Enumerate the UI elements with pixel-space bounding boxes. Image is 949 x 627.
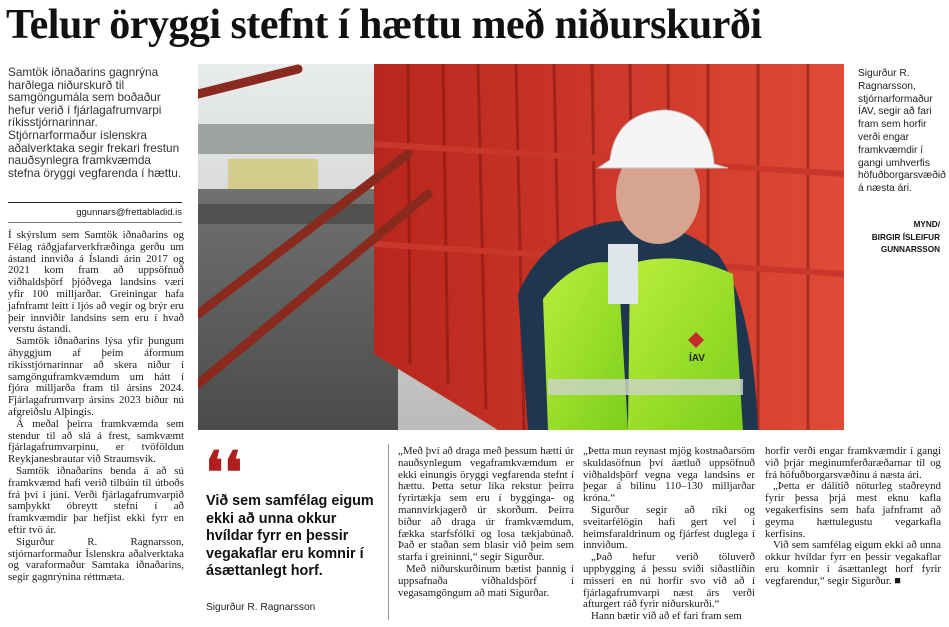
paragraph: „Með því að draga með þessum hætti úr nauðsynlegum vegaframkvæmdum er ekki einungis öryggi vegfarenda stefnt í hættu. Þetta setur líka rekstur þeirra fyrirtækja sem eru í bygginga- og mannvirkjagerð úr skorðum. Þeirra bíður að draga úr framkvæmdum, fækka starfsfólki og losa tækjabúnað. Það er staðan sem blasir við þeim sem starfa í greininni,“ segir Sigurður. bbox=[398, 445, 574, 564]
article-lead: Samtök iðnaðarins gagnrýna harðlega niðurskurð til samgöngumála sem boðaður hefur verið í fjárlagafrumvarpi ríkisstjórnarinnar. Stjórnarformaður íslenskra aðalverktaka segir frekari frestun nauðsynlegra framkvæmda stefna öryggi vegfarenda í hættu. bbox=[8, 65, 182, 180]
paragraph: Á meðal þeirra framkvæmda sem stendur til að slá á frest, samkvæmt fjárlagafrumvarpinu, er tvöföldun Reykjanesbrautar við Straumsvík. bbox=[8, 417, 184, 466]
paragraph: Við sem samfélag eigum ekki að unna okkur hvíldar fyrr en þessir vegakaflar eru komnir í ásættanlegt horf fyrir vegfarendur,“ segir Sigurður. ■ bbox=[765, 539, 941, 587]
paragraph: Sigurður segir að ríki og sveitarfélögin hafi gert vel í heimsfaraldrinum og fjárfest duglega í innviðum. bbox=[583, 503, 755, 552]
lead-divider bbox=[8, 202, 182, 203]
paragraph: „Þetta er dálítið nöturleg staðreynd fyrir þessa þrjá mest eknu kafla vegakerfisins sem hafa jafnframt að geyma hættulegustu vegarkafla kerfisins. bbox=[765, 480, 941, 540]
body-column-5 bbox=[765, 446, 941, 588]
paragraph: „Það hefur verið töluverð uppbygging á þessu sviði síðastliðin misseri en nú horfir svo við að í fjárlagafrumvarpi næst árs verði afturgert ráð fyrir niðurskurði.“ bbox=[583, 551, 755, 611]
column-divider bbox=[388, 444, 389, 620]
paragraph: Samtök iðnaðarins lýsa yfir þungum áhyggjum af þeim áformum ríkisstjórnarinnar að skera niður í samgönguframkvæmdum um hátt í fjóra milljarða fram til ársins 2024. Fjárlagafrumvarp ársins 2023 bíður nú afgreiðslu Alþingis. bbox=[8, 335, 184, 418]
paragraph: Samtök iðnaðarins benda á að sú framkvæmd hafi verið tilbúin til útboðs frá því í júní. Verði fjárlagafrumvarpið samþykkt óbreytt stefni í að framkvæmdir þar hefjist ekki fyrr en eftir tvö ár. bbox=[8, 464, 184, 536]
paragraph: Hann bætir við að ef fari fram sem bbox=[591, 610, 742, 623]
photo-caption: Sigurður R. Ragnarsson, stjórnarformaður ÍAV, segir að fari fram sem horfir verði engar framkvæmdir í gangi umhverfis höfuðborgarsvæðið á næsta ári. bbox=[858, 68, 946, 195]
article-photo bbox=[198, 64, 844, 430]
headline: Telur öryggi stefnt í hættu með niðurskurði bbox=[6, 2, 762, 48]
paragraph: Með niðurskurðinum bætist þannig í uppsafnaða viðhaldsþörf í vegasamgöngum að mati Sigurðar. bbox=[398, 562, 574, 599]
body-column-3 bbox=[398, 446, 574, 599]
pull-quote-author: Sigurður R. Ragnarsson bbox=[206, 602, 316, 613]
paragraph: „Þetta mun reynast mjög kostnaðarsöm skuldasöfnun því áætluð uppsöfnuð viðhaldsþörf vegna vega landsins er þegar á bilinu 110–130 milljarðar króna.“ bbox=[583, 445, 755, 505]
byline-divider bbox=[8, 222, 182, 223]
vest-logo-text: ÍAV bbox=[689, 353, 705, 364]
body-column-1 bbox=[8, 230, 184, 584]
paragraph: Í skýrslum sem Samtök iðnaðarins og Félag ráðgjafarverkfræðinga gerðu um ástand innviða á Íslandi árin 2017 og 2021 kom fram að uppsöfnuð viðhaldsþörf þjóðvega landsins væri yfir 100 milljarðar. Greiningar hafa jafnframt leitt í ljós að vegir og brýr eru þeir innviðir landsins sem eru í hvað verstu ástandi. bbox=[8, 229, 184, 336]
pull-quote: Við sem samfélag eigum ekki að unna okkur hvíldar fyrr en þessir vegakaflar eru komnir í ásættanlegt horf. bbox=[206, 493, 374, 580]
photo-credit: MYND/ BIRGIR ÍSLEIFUR GUNNARSSON bbox=[871, 220, 940, 254]
paragraph: Sigurður R. Ragnarsson, stjórnarformaður Íslenskra aðalverktaka og varaformaður Samtaka iðnaðarins, segir gagnrýnina réttmæta. bbox=[8, 535, 184, 584]
body-column-4 bbox=[583, 446, 755, 623]
author-email: ggunnars@frettabladid.is bbox=[76, 207, 182, 218]
quote-marks-icon: ❛❛ bbox=[205, 441, 243, 506]
paragraph: horfir verði engar framkvæmdir í gangi við þrjár meginumferðaræðarnar til og frá höfuðborgarsvæðinu á næsta ári. bbox=[765, 445, 941, 481]
